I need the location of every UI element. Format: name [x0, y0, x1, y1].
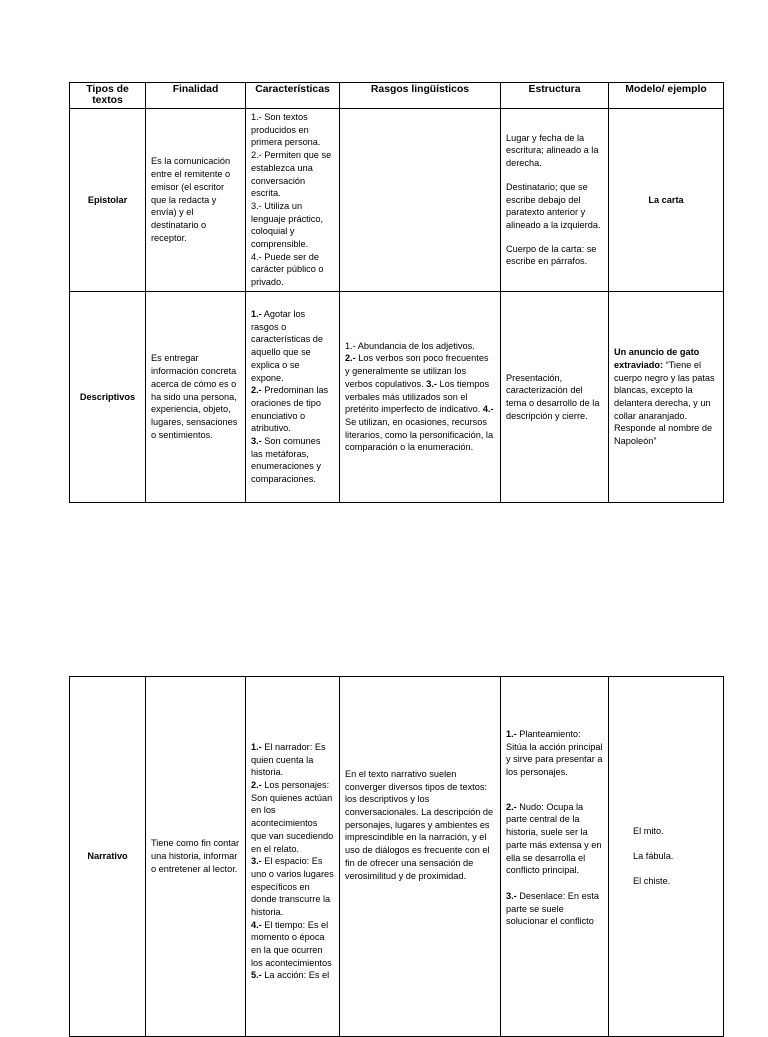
header-caracteristicas: Características [246, 83, 340, 109]
item-text: Planteamiento: Sitúa la acción principal y sirve para presentar a los personajes. [506, 729, 603, 778]
finalidad-cell: Es la comunicación entre el remitente o emisor (el escritor que la redacta y envía) y el destinatario o receptor. [146, 108, 246, 291]
item-number: 2.- [345, 353, 356, 364]
estructura-cell [501, 677, 609, 1037]
modelo-item: La fábula. [633, 851, 674, 862]
header-finalidad: Finalidad [146, 83, 246, 109]
estructura-item [506, 801, 603, 877]
rasgo-item: Se utilizan, en ocasiones, recursos literarios, como la personificación, la comparación o la enumeración. [345, 416, 494, 453]
item-text: Desenlace: En esta parte se suele solucionar el conflicto [506, 890, 599, 927]
tipo-cell: Narrativo [70, 677, 146, 1037]
header-estructura: Estructura [501, 83, 609, 109]
estructura-cell: Presentación, caracterización del tema o desarrollo de la descripción y cierre. [501, 291, 609, 502]
row-narrativo [70, 677, 724, 1037]
caracteristica-item [251, 435, 334, 486]
caracteristicas-cell [246, 677, 340, 1037]
header-row [70, 83, 724, 109]
modelo-item: El chiste. [633, 875, 671, 886]
item-number: 3.- [426, 378, 437, 389]
item-number: 1.- [251, 742, 262, 752]
rasgos-cell [340, 291, 501, 502]
modelo-cell [609, 291, 724, 502]
item-text: Nudo: Ocupa la parte central de la historia, suele ser la parte más extensa y en ella se desarrolla el conflicto principal. [506, 801, 602, 876]
item-text: El narrador: Es quien cuenta la historia. [251, 742, 326, 778]
modelo-cell: La carta [609, 108, 724, 291]
caracteristicas-cell [246, 291, 340, 502]
text-types-table-2 [69, 676, 724, 1037]
estructura-cell [501, 108, 609, 291]
item-number: 5.- [251, 970, 262, 981]
item-number: 3.- [251, 856, 262, 867]
item-number: 3.- [251, 435, 262, 446]
item-number: 4.- [482, 404, 494, 415]
item-number: 4.- [251, 919, 262, 930]
row-epistolar [70, 108, 724, 291]
item-text: Predominan las oraciones de tipo enunciativo o atributivo. [251, 385, 329, 434]
caracteristicas-cell: 1.- Son textos producidos en primera persona. 2.- Permiten que se establezca una conversación escrita. 3.- Utiliza un lenguaje práctico, coloquial y comprensible. 4.- Puede ser de carácter público o privado. [246, 108, 340, 291]
caracteristica-item [251, 919, 334, 970]
header-tipos: Tipos de textos [70, 83, 146, 109]
text-types-table-1 [69, 82, 724, 503]
item-number: 1.- [251, 309, 262, 320]
rasgos-cell: En el texto narrativo suelen converger diversos tipos de textos: los descriptivos y los conversacionales. La descripción de personajes, lugares y ambientes es imprescindible en la narración, y el uso de diálogos es frecuente con el fin de ofrecer una sensación de verosimilitud y de proximidad. [340, 677, 501, 1037]
item-number: 2.- [506, 801, 517, 812]
modelo-item: El mito. [633, 826, 664, 837]
rasgos-cell [340, 108, 501, 291]
item-text: Son comunes las metáforas, enumeraciones y comparaciones. [251, 435, 321, 484]
rasgo-item: Los verbos son poco frecuentes y generalmente se utilizan los verbos copulativos. [345, 353, 489, 389]
item-text: El tiempo: Es el momento o época en la que ocurren los acontecimientos [251, 919, 332, 968]
rasgo-item: 1.- Abundancia de los adjetivos. [345, 340, 475, 351]
estructura-item: Cuerpo de la carta: se escribe en párrafos. [506, 243, 597, 267]
caracteristica-item [251, 384, 334, 435]
item-text: Agotar los rasgos o características de aquello que se explica o se expone. [251, 309, 323, 383]
caracteristica-item [251, 855, 334, 918]
item-number: 2.- [251, 385, 262, 396]
estructura-item [506, 728, 603, 779]
rasgo-item: Los tiempos verbales más utilizados son el pretérito imperfecto de indicativo. [345, 378, 490, 415]
caracteristica-item [251, 741, 334, 779]
header-modelo: Modelo/ ejemplo [609, 83, 724, 109]
item-number: 3.- [506, 890, 517, 901]
modelo-text: “Tiene el cuerpo negro y las patas blancas, excepto la delantera derecha, y un collar anaranjado. Responde al nombre de Napoleón” [614, 359, 715, 446]
estructura-item: Lugar y fecha de la escritura; alineado a la derecha. [506, 132, 599, 169]
tipo-cell: Descriptivos [70, 291, 146, 502]
caracteristica-item [251, 969, 334, 982]
item-text: El espacio: Es uno o varios lugares específicos en donde transcurre la historia. [251, 856, 334, 917]
header-rasgos: Rasgos lingüísticos [340, 83, 501, 109]
caracteristica-item [251, 779, 334, 855]
row-descriptivos [70, 291, 724, 502]
finalidad-cell: Es entregar información concreta acerca de cómo es o ha sido una persona, experiencia, objeto, lugares, sensaciones o sentimientos. [146, 291, 246, 502]
finalidad-cell: Tiene como fin contar una historia, informar o entretener al lector. [146, 677, 246, 1037]
modelo-cell [609, 677, 724, 1037]
estructura-item: Destinatario; que se escribe debajo del paratexto anterior y alineado a la izquierda. [506, 181, 601, 230]
tipo-cell: Epistolar [70, 108, 146, 291]
item-text: La acción: Es el [261, 970, 330, 981]
item-number: 1.- [506, 729, 517, 739]
caracteristica-item [251, 308, 334, 384]
modelo-title: Un anuncio de gato extraviado: [614, 347, 700, 370]
item-number: 2.- [251, 780, 262, 791]
item-text: Los personajes: Son quienes actúan en los acontecimientos que van sucediendo en el relato. [251, 780, 334, 854]
estructura-item [506, 890, 603, 928]
